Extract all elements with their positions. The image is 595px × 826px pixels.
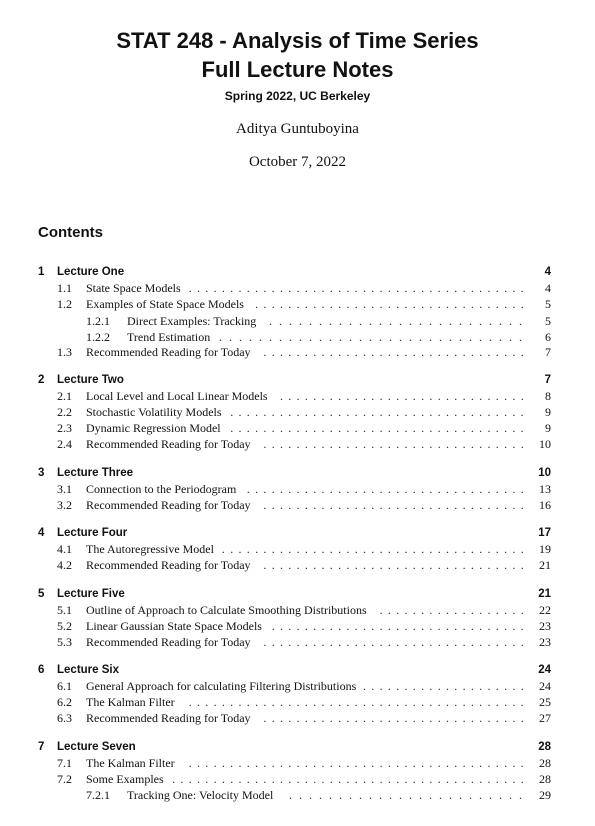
toc-entry-title: Tracking One: Velocity Model (127, 788, 274, 802)
toc-entry-title: Direct Examples: Tracking (127, 314, 257, 328)
toc-entry-2-1 (0, 388, 595, 404)
toc-entry-7 (0, 739, 595, 755)
toc-entry-number: 1.2.2 (86, 330, 110, 344)
toc-entry-title: Recommended Reading for Today (86, 345, 251, 359)
toc-entry-page: 4 (545, 281, 551, 295)
toc-entry-page: 8 (545, 389, 551, 403)
toc-entry-number: 7 (38, 741, 45, 753)
toc-entry-3 (0, 465, 595, 481)
toc-entry-title: Lecture Six (57, 664, 119, 676)
author: Aditya Guntuboyina (236, 121, 359, 137)
toc-entry-page: 5 (545, 314, 551, 328)
toc-entry-page: 21 (539, 558, 551, 572)
toc-dot-leader: .................... (363, 679, 529, 693)
date: October 7, 2022 (248, 154, 347, 170)
toc-dot-leader: ......................................... (188, 756, 529, 770)
toc-entry-title: Recommended Reading for Today (86, 437, 251, 451)
toc-entry-4-2 (0, 557, 595, 573)
toc-entry-title: Trend Estimation (127, 330, 211, 344)
toc-entry-number: 2.2 (57, 405, 72, 419)
toc-entry-number: 6.3 (57, 711, 72, 725)
toc-entry-title: Recommended Reading for Today (86, 711, 251, 725)
toc-entry-page: 9 (545, 421, 551, 435)
toc-dot-leader: ................................ (263, 345, 529, 359)
toc-entry-page: 28 (538, 741, 551, 753)
toc-entry-title: Lecture Five (57, 588, 125, 600)
toc-entry-number: 7.2 (57, 772, 72, 786)
toc-entry-5 (0, 586, 595, 602)
toc-entry-title: Stochastic Volatility Models (86, 405, 222, 419)
toc-entry-number: 3.2 (57, 498, 72, 512)
toc-entry-page: 6 (545, 330, 551, 344)
toc-entry-title: Lecture Three (57, 467, 134, 479)
toc-entry-number: 1.2.1 (86, 314, 110, 328)
toc-entry-page: 21 (538, 588, 551, 600)
toc-entry-2-2 (0, 404, 595, 420)
toc-entry-title: Recommended Reading for Today (86, 635, 251, 649)
toc-entry-title: Outline of Approach to Calculate Smoothing Distributions (86, 603, 367, 617)
toc-dot-leader: ................................ (263, 498, 529, 512)
toc-entry-7-2 (0, 771, 595, 787)
toc-entry-number: 2.4 (57, 437, 72, 451)
toc-entry-title: The Kalman Filter (86, 695, 175, 709)
toc-dot-leader: ................................ (263, 711, 529, 725)
toc-entry-title: Connection to the Periodogram (86, 482, 237, 496)
toc-entry-title: The Kalman Filter (86, 756, 175, 770)
toc-entry-title: Dynamic Regression Model (86, 421, 221, 435)
toc-entry-page: 10 (539, 437, 551, 451)
toc-entry-number: 4 (38, 527, 45, 539)
toc-entry-number: 5.2 (57, 619, 72, 633)
toc-entry-page: 10 (538, 467, 551, 479)
toc-entry-page: 27 (539, 711, 551, 725)
toc-entry-number: 5 (38, 588, 45, 600)
toc-entry-6-2 (0, 694, 595, 710)
toc-entry-6-3 (0, 710, 595, 726)
toc-entry-page: 25 (539, 695, 551, 709)
toc-entry-number: 3 (38, 467, 45, 479)
toc-entry-1-1 (0, 280, 595, 296)
toc-entry-number: 2 (38, 374, 45, 386)
toc-entry-2-4 (0, 436, 595, 452)
toc-entry-title: Lecture Seven (57, 741, 136, 753)
contents-heading: Contents (38, 224, 103, 241)
toc-entry-number: 6.2 (57, 695, 72, 709)
toc-entry-title: Lecture Four (57, 527, 128, 539)
toc-entry-1-2-2 (0, 329, 595, 345)
toc-dot-leader: ................................ (263, 558, 529, 572)
toc-entry-page: 24 (538, 664, 551, 676)
toc-dot-leader: ................................. (255, 297, 529, 311)
toc-entry-page: 28 (539, 772, 551, 786)
toc-entry-1-2-1 (0, 313, 595, 329)
toc-entry-page: 23 (539, 619, 551, 633)
toc-entry-3-2 (0, 497, 595, 513)
toc-entry-title: The Autoregressive Model (86, 542, 214, 556)
toc-entry-number: 4.2 (57, 558, 72, 572)
toc-entry-title: Examples of State Space Models (86, 297, 244, 311)
toc-entry-number: 1.3 (57, 345, 72, 359)
toc-dot-leader: ........................................... (172, 772, 529, 786)
toc-entry-5-3 (0, 634, 595, 650)
toc-entry-number: 1.1 (57, 281, 72, 295)
toc-entry-1 (0, 264, 595, 280)
toc-dot-leader: .......................... (269, 314, 529, 328)
toc-entry-title: State Space Models (86, 281, 181, 295)
toc-entry-page: 23 (539, 635, 551, 649)
toc-entry-number: 5.3 (57, 635, 72, 649)
toc-entry-7-1 (0, 755, 595, 771)
toc-dot-leader: ......................................... (188, 695, 529, 709)
toc-entry-3-1 (0, 481, 595, 497)
toc-entry-page: 16 (539, 498, 551, 512)
toc-dot-leader: ............................... (271, 619, 529, 633)
document-title: STAT 248 - Analysis of Time Series (116, 28, 479, 53)
toc-entry-page: 29 (539, 788, 551, 802)
toc-entry-number: 4.1 (57, 542, 72, 556)
toc-entry-page: 13 (539, 482, 551, 496)
toc-dot-leader: ................................ (263, 437, 529, 451)
toc-entry-title: Lecture One (57, 266, 125, 278)
toc-entry-1-2 (0, 296, 595, 312)
toc-entry-page: 24 (539, 679, 551, 693)
toc-entry-1-3 (0, 344, 595, 360)
toc-entry-4-1 (0, 541, 595, 557)
toc-dot-leader: ................................ (263, 635, 529, 649)
toc-entry-2-3 (0, 420, 595, 436)
toc-entry-number: 7.2.1 (86, 788, 110, 802)
toc-entry-number: 1.2 (57, 297, 72, 311)
document-title-line2: Full Lecture Notes (201, 57, 394, 82)
toc-entry-number: 6 (38, 664, 45, 676)
toc-entry-5-1 (0, 602, 595, 618)
toc-entry-number: 5.1 (57, 603, 72, 617)
toc-entry-6-1 (0, 678, 595, 694)
toc-entry-2 (0, 372, 595, 388)
toc-entry-number: 1 (38, 266, 45, 278)
toc-entry-page: 28 (539, 756, 551, 770)
toc-entry-page: 7 (544, 374, 551, 386)
document-subtitle: Spring 2022, UC Berkeley (224, 89, 371, 103)
toc-entry-page: 19 (539, 542, 551, 556)
toc-entry-page: 9 (545, 405, 551, 419)
toc-entry-7-2-1 (0, 787, 595, 803)
toc-entry-title: General Approach for calculating Filtering Distributions (86, 679, 357, 693)
toc-entry-5-2 (0, 618, 595, 634)
toc-entry-page: 7 (545, 345, 551, 359)
toc-entry-6 (0, 662, 595, 678)
toc-entry-page: 17 (538, 527, 551, 539)
toc-entry-title: Lecture Two (57, 374, 124, 386)
toc-entry-number: 3.1 (57, 482, 72, 496)
toc-entry-title: Recommended Reading for Today (86, 498, 251, 512)
toc-entry-number: 2.1 (57, 389, 72, 403)
toc-dot-leader: .................................. (246, 482, 529, 496)
toc-dot-leader: .................. (379, 603, 529, 617)
toc-entry-title: Some Examples (86, 772, 164, 786)
toc-dot-leader: .............................. (280, 389, 529, 403)
toc-entry-number: 6.1 (57, 679, 72, 693)
toc-entry-page: 5 (545, 297, 551, 311)
toc-entry-title: Local Level and Local Linear Models (86, 389, 268, 403)
toc-entry-4 (0, 525, 595, 541)
toc-entry-title: Linear Gaussian State Space Models (86, 619, 262, 633)
toc-dot-leader: .................................... (230, 421, 529, 435)
toc-dot-leader: ..................................... (221, 542, 529, 556)
toc-entry-number: 2.3 (57, 421, 72, 435)
toc-entry-title: Recommended Reading for Today (86, 558, 251, 572)
toc-entry-page: 4 (544, 266, 551, 278)
toc-entry-number: 7.1 (57, 756, 72, 770)
toc-dot-leader: ......................................... (188, 281, 529, 295)
toc-dot-leader: ........................ (289, 788, 529, 802)
toc-entry-page: 22 (539, 603, 551, 617)
toc-dot-leader: .................................... (230, 405, 529, 419)
toc-dot-leader: ............................... (219, 330, 529, 344)
